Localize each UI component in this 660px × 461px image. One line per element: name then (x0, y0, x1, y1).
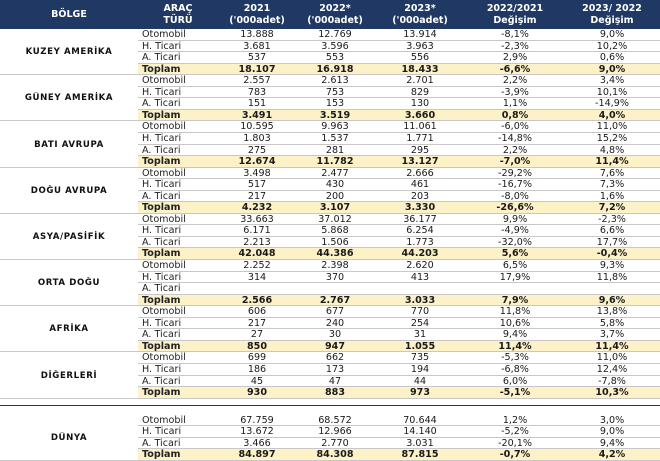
change-2023-2022-cell: 4,8% (599, 144, 625, 156)
total-value-2022-cell: 84.308 (316, 449, 354, 461)
value-2021-cell: 217 (247, 317, 267, 329)
total-change-2022-2021-cell: 0,8% (501, 109, 529, 121)
change-2023-2022-cell: -2,3% (598, 213, 626, 225)
vehicle-type-cell: A. Ticari (142, 144, 181, 156)
vehicle-type-cell: H. Ticari (142, 426, 182, 438)
value-2021-cell: 2.213 (243, 236, 271, 248)
value-2023-cell: 70.644 (403, 414, 437, 426)
value-2022-cell: 12.966 (318, 426, 352, 438)
region-label: ORTA DOĞU (37, 278, 101, 289)
vehicle-type-cell: A. Ticari (142, 329, 181, 341)
value-2022-cell: 1.537 (321, 132, 349, 144)
change-2023-2022-cell: 7,6% (599, 167, 625, 179)
total-vehicle-type-cell: Toplam (142, 340, 181, 352)
group-divider (0, 351, 138, 352)
vehicle-type-cell: Otomobil (142, 121, 186, 133)
value-2021-cell: 275 (247, 144, 267, 156)
vehicle-type-cell: Otomobil (142, 167, 186, 179)
total-vehicle-type-cell: Toplam (142, 248, 181, 260)
total-vehicle-type-cell: Toplam (142, 63, 181, 75)
value-2021-cell: 151 (247, 98, 267, 110)
vehicle-type-cell: H. Ticari (142, 179, 182, 191)
region-label: DİĞERLERİ (40, 370, 98, 381)
vehicle-type-cell: H. Ticari (142, 40, 182, 52)
change-2023-2022-cell: 12,4% (596, 363, 628, 375)
value-2023-cell: 3.963 (406, 40, 434, 52)
value-2022-cell: 2.398 (321, 260, 349, 271)
change-2023-2022-cell: -7,8% (598, 375, 626, 387)
value-2021-cell: 217 (247, 190, 267, 202)
value-2022-cell: 677 (325, 306, 345, 318)
value-2022-cell: 240 (325, 317, 345, 329)
value-2021-cell: 699 (247, 352, 267, 364)
change-2022-2021-cell: -6,8% (501, 363, 529, 375)
value-2022-cell: 370 (325, 271, 345, 283)
total-value-2022-cell: 44.386 (316, 248, 354, 260)
value-2022-cell: 1.506 (321, 236, 349, 248)
value-2021-cell: 517 (247, 179, 267, 191)
total-value-2023-cell: 973 (409, 387, 431, 399)
total-value-2021-cell: 3.491 (241, 109, 273, 121)
value-2023-cell: 36.177 (403, 213, 437, 225)
total-change-2022-2021-cell: 7,9% (501, 294, 529, 306)
total-vehicle-type-cell: Toplam (142, 449, 181, 461)
total-value-2023-cell: 44.203 (401, 248, 439, 260)
group-divider (0, 305, 138, 306)
value-2022-cell: 430 (325, 179, 345, 191)
vehicle-type-cell: Otomobil (142, 29, 186, 40)
value-2023-cell: 13.914 (403, 29, 437, 40)
value-2023-cell: 44 (413, 375, 427, 387)
value-2021-cell: 3.498 (243, 167, 271, 179)
value-2022-cell: 2.770 (321, 437, 349, 449)
value-2021-cell: 2.252 (243, 260, 271, 271)
value-2022-cell: 153 (325, 98, 345, 110)
value-2022-cell: 2.477 (321, 167, 349, 179)
value-2022-cell: 553 (325, 52, 345, 64)
region-label: BATI AVRUPA (34, 139, 104, 150)
total-value-2023-cell: 1.055 (404, 340, 436, 352)
value-2023-cell: 770 (410, 306, 430, 318)
value-2023-cell: 11.061 (403, 121, 437, 133)
value-2022-cell: 2.613 (321, 75, 349, 87)
total-value-2022-cell: 883 (324, 387, 346, 399)
total-value-2021-cell: 12.674 (238, 156, 276, 168)
region-label: DOĞU AVRUPA (30, 185, 108, 196)
value-2023-cell: 3.031 (406, 437, 434, 449)
value-2023-cell: 254 (410, 317, 430, 329)
total-value-2021-cell: 42.048 (238, 248, 276, 260)
value-2023-cell: 2.620 (406, 260, 434, 271)
total-vehicle-type-cell: Toplam (142, 202, 181, 214)
change-2023-2022-cell: 5,8% (599, 317, 625, 329)
header-2023-line1: 2023* (404, 3, 436, 14)
change-2022-2021-cell: 6,5% (502, 260, 528, 271)
total-change-2023-2022-cell: 9,6% (598, 294, 626, 306)
value-2023-cell (374, 283, 466, 294)
value-2022-cell: 753 (325, 86, 345, 98)
header-2021-line1: 2021 (243, 3, 271, 14)
region-label: GÜNEY AMERİKA (24, 93, 114, 104)
change-2022-2021-cell: 6,0% (502, 375, 528, 387)
total-change-2023-2022-cell: 4,2% (598, 449, 626, 461)
header-change-2022-2021 (466, 0, 564, 29)
change-2022-2021-cell: 9,4% (502, 329, 528, 341)
header-2022-line2: ('000adet) (307, 15, 363, 26)
header-change-2022-2021-line2: Değişim (493, 15, 537, 26)
total-value-2023-cell: 3.033 (404, 294, 436, 306)
region-label: ASYA/PASİFİK (32, 231, 106, 242)
total-vehicle-type-cell: Toplam (142, 387, 181, 399)
change-2022-2021-cell: 10,6% (499, 317, 531, 329)
change-2023-2022-cell: 9,0% (599, 29, 625, 40)
value-2023-cell: 829 (410, 86, 430, 98)
total-change-2023-2022-cell: 9,0% (598, 63, 626, 75)
change-2022-2021-cell: -2,3% (501, 40, 529, 52)
total-value-2022-cell: 11.782 (316, 156, 354, 168)
value-2022-cell (296, 283, 374, 294)
value-2023-cell: 735 (410, 352, 430, 364)
region-label: KUZEY AMERİKA (25, 47, 113, 58)
change-2023-2022-cell: 6,6% (599, 225, 625, 237)
change-2022-2021-cell: -5,2% (501, 426, 529, 438)
group-divider (0, 167, 138, 168)
vehicle-type-cell: H. Ticari (142, 132, 182, 144)
value-2022-cell: 47 (328, 375, 342, 387)
value-2021-cell: 186 (247, 363, 267, 375)
change-2023-2022-cell: 15,2% (596, 132, 628, 144)
total-value-2023-cell: 3.330 (404, 202, 436, 214)
total-value-2021-cell: 2.566 (241, 294, 273, 306)
vehicle-type-cell: H. Ticari (142, 225, 182, 237)
vehicle-type-cell: A. Ticari (142, 190, 181, 202)
value-2022-cell: 662 (325, 352, 345, 364)
value-2021-cell: 1.803 (243, 132, 271, 144)
header-2021 (218, 0, 296, 29)
change-2023-2022-cell: 11,0% (596, 352, 628, 364)
value-2023-cell: 413 (410, 271, 430, 283)
header-change-2023-2022 (564, 0, 660, 29)
group-divider (0, 120, 138, 121)
value-2023-cell: 556 (410, 52, 430, 64)
change-2022-2021-cell: 2,2% (502, 75, 528, 87)
change-2022-2021-cell: -5,3% (501, 352, 529, 364)
change-2022-2021-cell: 11,8% (499, 306, 531, 318)
change-2023-2022-cell: 10,2% (596, 40, 628, 52)
total-value-2022-cell: 3.107 (319, 202, 351, 214)
total-change-2022-2021-cell: 5,6% (501, 248, 529, 260)
change-2022-2021-cell: 17,9% (499, 271, 531, 283)
vehicle-type-cell: Otomobil (142, 414, 186, 426)
value-2023-cell: 295 (410, 144, 430, 156)
value-2022-cell: 9.963 (321, 121, 349, 133)
total-value-2021-cell: 930 (246, 387, 268, 399)
value-2023-cell: 6.254 (406, 225, 434, 237)
group-divider (0, 259, 138, 260)
change-2022-2021-cell: 1,1% (502, 98, 528, 110)
vehicle-type-cell: H. Ticari (142, 271, 182, 283)
group-divider (0, 74, 138, 75)
value-2023-cell: 130 (410, 98, 430, 110)
header-2022-line1: 2022* (319, 3, 351, 14)
value-2022-cell: 37.012 (318, 213, 352, 225)
vehicle-type-cell: H. Ticari (142, 363, 182, 375)
change-2022-2021-cell: -29,2% (498, 167, 532, 179)
change-2023-2022-cell: 3,0% (599, 414, 625, 426)
total-vehicle-type-cell: Toplam (142, 156, 181, 168)
change-2023-2022-cell: 10,1% (596, 86, 628, 98)
value-2022-cell: 68.572 (318, 414, 352, 426)
change-2023-2022-cell: 9,4% (599, 437, 625, 449)
group-divider (0, 398, 138, 399)
change-2023-2022-cell: 17,7% (596, 236, 628, 248)
value-2021-cell: 783 (247, 86, 267, 98)
value-2021-cell: 6.171 (243, 225, 271, 237)
change-2023-2022-cell (564, 283, 660, 294)
change-2022-2021-cell: 1,2% (502, 414, 528, 426)
value-2022-cell: 200 (325, 190, 345, 202)
value-2021-cell: 13.888 (240, 29, 274, 40)
header-change-2023-2022-line2: Değişim (590, 15, 634, 26)
change-2022-2021-cell (466, 283, 564, 294)
change-2023-2022-cell: 3,7% (599, 329, 625, 341)
total-value-2021-cell: 850 (246, 340, 268, 352)
value-2023-cell: 203 (410, 190, 430, 202)
total-change-2023-2022-cell: 11,4% (595, 340, 629, 352)
region-label: AFRİKA (49, 324, 89, 335)
change-2022-2021-cell: -4,9% (501, 225, 529, 237)
header-type (138, 0, 218, 29)
vehicle-type-cell: A. Ticari (142, 98, 181, 110)
total-change-2023-2022-cell: 4,0% (598, 109, 626, 121)
total-change-2022-2021-cell: 11,4% (498, 340, 532, 352)
value-2021-cell: 33.663 (240, 213, 274, 225)
total-value-2021-cell: 4.232 (241, 202, 273, 214)
total-change-2022-2021-cell: -0,7% (499, 449, 531, 461)
value-2023-cell: 2.701 (406, 75, 434, 87)
total-vehicle-type-cell: Toplam (142, 294, 181, 306)
change-2022-2021-cell: -20,1% (498, 437, 532, 449)
total-value-2021-cell: 18.107 (238, 63, 276, 75)
change-2022-2021-cell: -8,0% (501, 190, 529, 202)
total-change-2022-2021-cell: -26,6% (496, 202, 534, 214)
change-2023-2022-cell: 11,0% (596, 121, 628, 133)
total-value-2023-cell: 3.660 (404, 109, 436, 121)
total-change-2022-2021-cell: -5,1% (499, 387, 531, 399)
value-2021-cell: 2.557 (243, 75, 271, 87)
value-2022-cell: 173 (325, 363, 345, 375)
vehicle-type-cell: Otomobil (142, 306, 186, 318)
total-value-2023-cell: 18.433 (401, 63, 439, 75)
value-2022-cell: 5.868 (321, 225, 349, 237)
header-type-line1: ARAÇ (163, 3, 193, 14)
region-label: DÜNYA (50, 432, 88, 443)
header-2023 (374, 0, 466, 29)
value-2021-cell: 10.595 (240, 121, 274, 133)
header-region: BÖLGE (0, 0, 138, 29)
value-2022-cell: 12.769 (318, 29, 352, 40)
change-2022-2021-cell: -32,0% (498, 236, 532, 248)
change-2022-2021-cell: -3,9% (501, 86, 529, 98)
value-2021-cell: 3.466 (243, 437, 271, 449)
value-2023-cell: 461 (410, 179, 430, 191)
total-value-2022-cell: 947 (324, 340, 346, 352)
value-2021-cell: 537 (247, 52, 267, 64)
value-2021-cell: 45 (250, 375, 264, 387)
header-2023-line2: ('000adet) (392, 15, 448, 26)
total-vehicle-type-cell: Toplam (142, 109, 181, 121)
change-2022-2021-cell: -8,1% (501, 29, 529, 40)
vehicle-type-cell: A. Ticari (142, 437, 181, 449)
header-2021-line2: ('000adet) (229, 15, 285, 26)
change-2023-2022-cell: 9,0% (599, 426, 625, 438)
group-divider (0, 213, 138, 214)
value-2022-cell: 30 (328, 329, 342, 341)
change-2023-2022-cell: 3,4% (599, 75, 625, 87)
vehicle-type-cell: H. Ticari (142, 317, 182, 329)
vehicle-type-cell: Otomobil (142, 75, 186, 87)
value-2023-cell: 194 (410, 363, 430, 375)
change-2023-2022-cell: 7,3% (599, 179, 625, 191)
value-2022-cell: 3.596 (321, 40, 349, 52)
header-2022 (296, 0, 374, 29)
total-change-2022-2021-cell: -6,6% (499, 63, 531, 75)
total-value-2023-cell: 13.127 (401, 156, 439, 168)
total-value-2022-cell: 16.918 (316, 63, 354, 75)
vehicle-type-cell: H. Ticari (142, 86, 182, 98)
value-2023-cell: 1.771 (406, 132, 434, 144)
vehicle-type-cell: Otomobil (142, 352, 186, 364)
value-2021-cell: 67.759 (240, 414, 274, 426)
change-2022-2021-cell: -16,7% (498, 179, 532, 191)
total-change-2022-2021-cell: -7,0% (499, 156, 531, 168)
change-2022-2021-cell: 9,9% (502, 213, 528, 225)
change-2023-2022-cell: 11,8% (596, 271, 628, 283)
vehicle-type-cell: A. Ticari (142, 52, 181, 64)
total-value-2023-cell: 87.815 (401, 449, 439, 461)
vehicle-type-cell: A. Ticari (142, 375, 181, 387)
total-change-2023-2022-cell: 11,4% (595, 156, 629, 168)
header-change-2022-2021-line1: 2022/2021 (486, 3, 544, 14)
change-2022-2021-cell: 2,9% (502, 52, 528, 64)
value-2021-cell: 606 (247, 306, 267, 318)
total-value-2022-cell: 2.767 (319, 294, 351, 306)
value-2021-cell: 3.681 (243, 40, 271, 52)
value-2022-cell: 281 (325, 144, 345, 156)
value-2023-cell: 14.140 (403, 426, 437, 438)
change-2023-2022-cell: 0,6% (599, 52, 625, 64)
total-value-2022-cell: 3.519 (319, 109, 351, 121)
total-value-2021-cell: 84.897 (238, 449, 276, 461)
change-2022-2021-cell: -14,8% (498, 132, 532, 144)
section-divider (0, 405, 660, 406)
change-2023-2022-cell: 13,8% (596, 306, 628, 318)
vehicle-type-cell: A. Ticari (142, 283, 181, 295)
header-change-2023-2022-line1: 2023/ 2022 (582, 3, 642, 14)
total-change-2023-2022-cell: -0,4% (596, 248, 628, 260)
value-2023-cell: 31 (413, 329, 427, 341)
header-type-line2: TÜRÜ (163, 15, 193, 26)
change-2022-2021-cell: -6,0% (501, 121, 529, 133)
vehicle-type-cell: Otomobil (142, 260, 186, 271)
value-2023-cell: 1.773 (406, 236, 434, 248)
value-2021-cell: 314 (247, 271, 267, 283)
value-2021-cell (218, 283, 296, 294)
value-2021-cell: 27 (250, 329, 264, 341)
total-change-2023-2022-cell: 10,3% (595, 387, 629, 399)
vehicle-type-cell: A. Ticari (142, 236, 181, 248)
vehicle-type-cell: Otomobil (142, 213, 186, 225)
total-change-2023-2022-cell: 7,2% (598, 202, 626, 214)
change-2023-2022-cell: 9,3% (599, 260, 625, 271)
change-2023-2022-cell: 1,6% (599, 190, 625, 202)
value-2023-cell: 2.666 (406, 167, 434, 179)
change-2023-2022-cell: -14,9% (595, 98, 629, 110)
change-2022-2021-cell: 2,2% (502, 144, 528, 156)
value-2021-cell: 13.672 (240, 426, 274, 438)
